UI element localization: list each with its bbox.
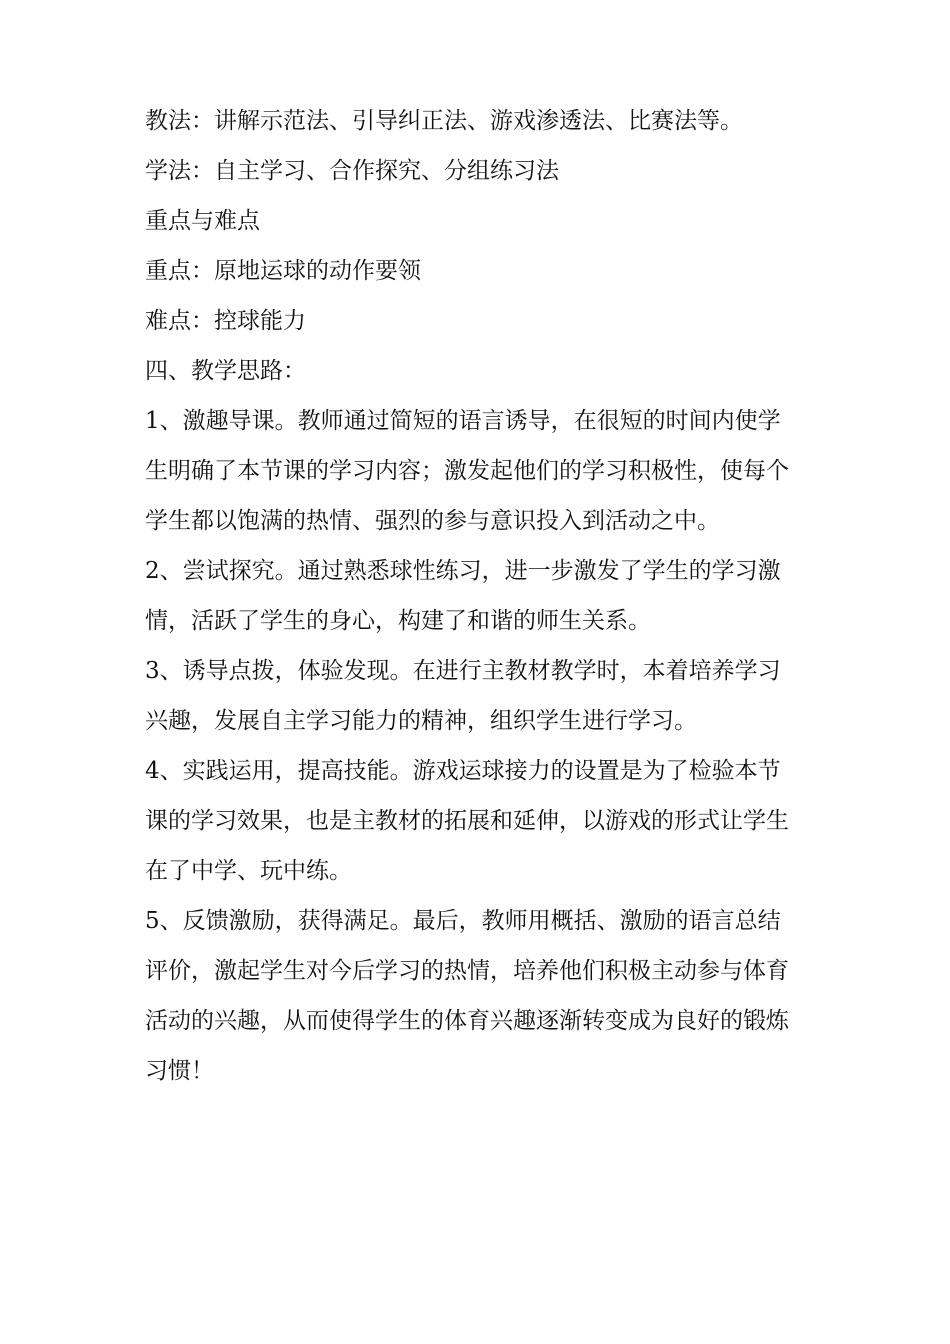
- approach-step-5-paragraph: [145, 896, 810, 1096]
- approach-step-4-paragraph: [145, 746, 810, 896]
- text-line: 5、反馈激励，获得满足。最后，教师用概括、激励的语言总结: [145, 908, 781, 934]
- text-line: 习惯！: [145, 1058, 214, 1084]
- text-line: 活动的兴趣，从而使得学生的体育兴趣逐渐转变成为良好的锻炼: [145, 1008, 789, 1034]
- text-line: 3、诱导点拨，体验发现。在进行主教材教学时，本着培养学习: [145, 658, 781, 684]
- text-line: 兴趣，发展自主学习能力的精神，组织学生进行学习。: [145, 708, 697, 734]
- text-line: 教法：讲解示范法、引导纠正法、游戏渗透法、比赛法等。: [145, 108, 743, 134]
- text-line: 学生都以饱满的热情、强烈的参与意识投入到活动之中。: [145, 508, 720, 534]
- text-line: 生明确了本节课的学习内容；激发起他们的学习积极性，使每个: [145, 458, 789, 484]
- document-body: [145, 96, 810, 1096]
- text-line: 课的学习效果，也是主教材的拓展和延伸，以游戏的形式让学生: [145, 808, 789, 834]
- text-line: 在了中学、玩中练。: [145, 858, 352, 884]
- text-line: 2、尝试探究。通过熟悉球性练习，进一步激发了学生的学习激: [145, 558, 781, 584]
- difficulty-paragraph: [145, 296, 810, 346]
- text-line: 学法：自主学习、合作探究、分组练习法: [145, 158, 559, 184]
- text-line: 难点：控球能力: [145, 308, 306, 334]
- approach-step-3-paragraph: [145, 646, 810, 746]
- text-line: 四、教学思路：: [145, 358, 306, 384]
- approach-step-1-paragraph: [145, 396, 810, 546]
- text-line: 4、实践运用，提高技能。游戏运球接力的设置是为了检验本节: [145, 758, 781, 784]
- text-line: 1、激趣导课。教师通过简短的语言诱导，在很短的时间内使学: [145, 408, 781, 434]
- text-line: 重点：原地运球的动作要领: [145, 258, 421, 284]
- text-line: 评价，激起学生对今后学习的热情，培养他们积极主动参与体育: [145, 958, 789, 984]
- approach-step-2-paragraph: [145, 546, 810, 646]
- teaching-approach-heading: [145, 346, 810, 396]
- teaching-methods-paragraph: [145, 96, 810, 146]
- text-line: 情，活跃了学生的身心，构建了和谐的师生关系。: [145, 608, 651, 634]
- learning-methods-paragraph: [145, 146, 810, 196]
- key-points-heading: [145, 196, 810, 246]
- text-line: 重点与难点: [145, 208, 260, 234]
- key-point-paragraph: [145, 246, 810, 296]
